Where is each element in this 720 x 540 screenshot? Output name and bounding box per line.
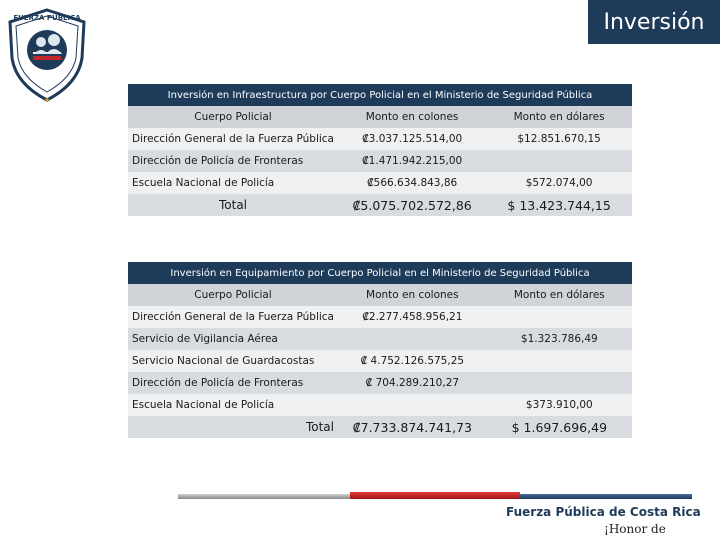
cell-dolares: $572.074,00: [486, 172, 632, 194]
footer-bar-gray: [178, 494, 350, 499]
total-dolares: $ 1.697.696,49: [487, 416, 632, 438]
col-header-cuerpo: Cuerpo Policial: [128, 284, 338, 306]
col-header-colones: Monto en colones: [338, 284, 487, 306]
cell-cuerpo: Servicio Nacional de Guardacostas: [128, 350, 338, 372]
table-row: [128, 306, 632, 328]
footer-bar-blue: [520, 494, 692, 499]
col-header-colones: Monto en colones: [338, 106, 486, 128]
footer-bar-red: [350, 492, 520, 499]
table-row: [128, 150, 632, 172]
table-title: Inversión en Infraestructura por Cuerpo Policial en el Ministerio de Seguridad Pública: [128, 84, 632, 106]
cell-colones: ₡ 4.752.126.575,25: [338, 350, 487, 372]
cell-colones: ₡ 704.289.210,27: [338, 372, 487, 394]
table-row: [128, 172, 632, 194]
logo-text: FUERZA PUBLICA: [13, 14, 81, 22]
total-label: Total: [128, 416, 338, 438]
table-title: Inversión en Equipamiento por Cuerpo Policial en el Ministerio de Seguridad Pública: [128, 262, 632, 284]
footer-org-name: Fuerza Pública de Costa Rica: [506, 505, 701, 519]
cell-cuerpo: Escuela Nacional de Policía: [128, 394, 338, 416]
cell-cuerpo: Escuela Nacional de Policía: [128, 172, 338, 194]
cell-dolares: [487, 306, 632, 328]
table-row: [128, 394, 632, 416]
col-header-dolares: Monto en dólares: [486, 106, 632, 128]
cell-cuerpo: Dirección General de la Fuerza Pública: [128, 306, 338, 328]
cell-cuerpo: Dirección de Policía de Fronteras: [128, 150, 338, 172]
cell-dolares: $373.910,00: [487, 394, 632, 416]
total-dolares: $ 13.423.744,15: [486, 194, 632, 216]
total-label: Total: [128, 194, 338, 216]
cell-dolares: $1.323.786,49: [487, 328, 632, 350]
equipamiento-table: [128, 262, 632, 438]
cell-cuerpo: Dirección General de la Fuerza Pública: [128, 128, 338, 150]
total-colones: ₡7.733.874.741,73: [338, 416, 487, 438]
table-row: [128, 328, 632, 350]
page-title-text: Inversión: [603, 9, 705, 35]
cell-dolares: [486, 150, 632, 172]
cell-colones: ₡2.277.458.956,21: [338, 306, 487, 328]
cell-dolares: $12.851.670,15: [486, 128, 632, 150]
cell-cuerpo: Servicio de Vigilancia Aérea: [128, 328, 338, 350]
cell-colones: [338, 328, 487, 350]
table-row: [128, 372, 632, 394]
cell-colones: ₡566.634.843,86: [338, 172, 486, 194]
cell-dolares: [487, 372, 632, 394]
total-row: [128, 416, 632, 438]
cell-colones: [338, 394, 487, 416]
cell-dolares: [487, 350, 632, 372]
table-row: [128, 128, 632, 150]
col-header-dolares: Monto en dólares: [487, 284, 632, 306]
page-title: [588, 0, 720, 44]
total-row: [128, 194, 632, 216]
total-colones: ₡5.075.702.572,86: [338, 194, 486, 216]
fuerza-publica-logo: [4, 6, 90, 104]
cell-colones: ₡1.471.942.215,00: [338, 150, 486, 172]
svg-text:★: ★: [43, 96, 51, 104]
footer-motto: ¡Honor de: [604, 522, 666, 536]
infraestructura-table: [128, 84, 632, 216]
col-header-cuerpo: Cuerpo Policial: [128, 106, 338, 128]
cell-colones: ₡3.037.125.514,00: [338, 128, 486, 150]
table-row: [128, 350, 632, 372]
cell-cuerpo: Dirección de Policía de Fronteras: [128, 372, 338, 394]
